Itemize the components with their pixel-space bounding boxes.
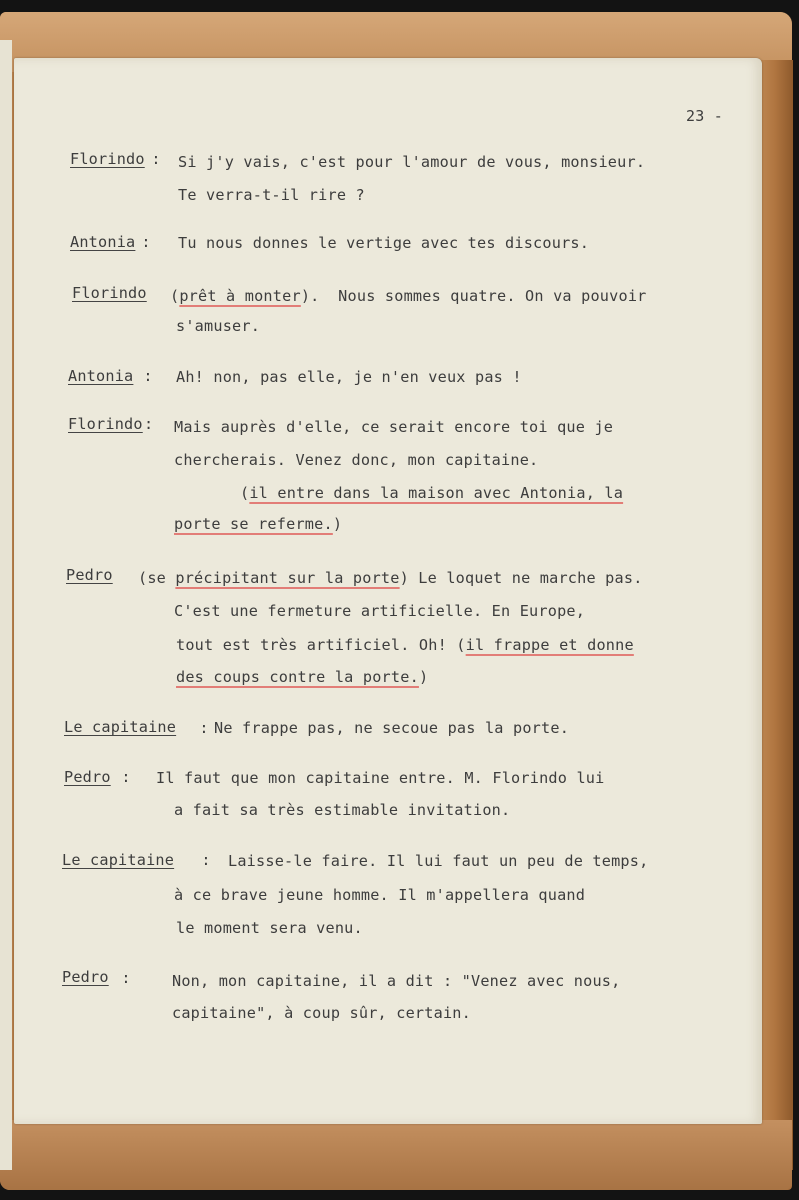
dialogue-line: C'est une fermeture artificielle. En Europe, xyxy=(174,602,586,620)
speaker-florindo: Florindo xyxy=(68,415,143,433)
dialogue-line: le moment sera venu. xyxy=(176,919,363,937)
dialogue-line: Mais auprès d'elle, ce serait encore toi que je xyxy=(174,418,614,436)
speaker-florindo: Florindo xyxy=(72,284,147,302)
stage-direction: porte se referme.) xyxy=(174,515,343,533)
dialogue-line: capitaine", à coup sûr, certain. xyxy=(172,1004,471,1022)
dialogue-line: Te verra-t-il rire ? xyxy=(178,186,365,204)
speaker-antonia: Antonia xyxy=(70,233,136,251)
dialogue-line: Ah! non, pas elle, je n'en veux pas ! xyxy=(176,368,522,386)
speaker-separator: : xyxy=(142,150,161,168)
stage-direction: (il entre dans la maison avec Antonia, la xyxy=(240,484,624,502)
speaker-separator: : xyxy=(144,415,154,433)
dialogue-line: (se précipitant sur la porte) Le loquet ne marche pas. xyxy=(138,569,643,587)
speaker-separator: : xyxy=(112,768,131,786)
speaker-separator: : xyxy=(192,851,211,869)
speaker-separator: : xyxy=(132,233,151,251)
page-number: 23 - xyxy=(686,107,723,125)
dialogue-line: Il faut que mon capitaine entre. M. Florindo lui xyxy=(156,769,605,787)
speaker-florindo: Florindo xyxy=(70,150,145,168)
dialogue-line: Tu nous donnes le vertige avec tes discours. xyxy=(178,234,590,252)
dialogue-line: a fait sa très estimable invitation. xyxy=(174,801,511,819)
speaker-separator: : xyxy=(112,969,131,987)
speaker-pedro: Pedro xyxy=(64,768,111,786)
dialogue-line: Laisse-le faire. Il lui faut un peu de temps, xyxy=(228,852,649,870)
dialogue-line: Si j'y vais, c'est pour l'amour de vous, monsieur. xyxy=(178,153,646,171)
speaker-separator: : xyxy=(190,719,209,737)
speaker-separator: : xyxy=(134,367,153,385)
speaker-le-capitaine: Le capitaine xyxy=(62,851,175,869)
dialogue-line: chercherais. Venez donc, mon capitaine. xyxy=(174,451,539,469)
speaker-le-capitaine: Le capitaine xyxy=(64,718,177,736)
dialogue-line: Non, mon capitaine, il a dit : "Venez avec nous, xyxy=(172,972,621,990)
dialogue-line: s'amuser. xyxy=(176,317,261,335)
speaker-antonia: Antonia xyxy=(68,367,134,385)
stage-direction: des coups contre la porte.) xyxy=(176,668,429,686)
dialogue-line: tout est très artificiel. Oh! (il frappe et donne xyxy=(176,636,634,654)
dialogue-line: Ne frappe pas, ne secoue pas la porte. xyxy=(214,719,570,737)
dialogue-line: (prêt à monter). Nous sommes quatre. On va pouvoir xyxy=(170,287,647,305)
speaker-pedro: Pedro xyxy=(66,566,113,584)
speaker-pedro: Pedro xyxy=(62,968,109,986)
dialogue-line: à ce brave jeune homme. Il m'appellera quand xyxy=(174,886,586,904)
